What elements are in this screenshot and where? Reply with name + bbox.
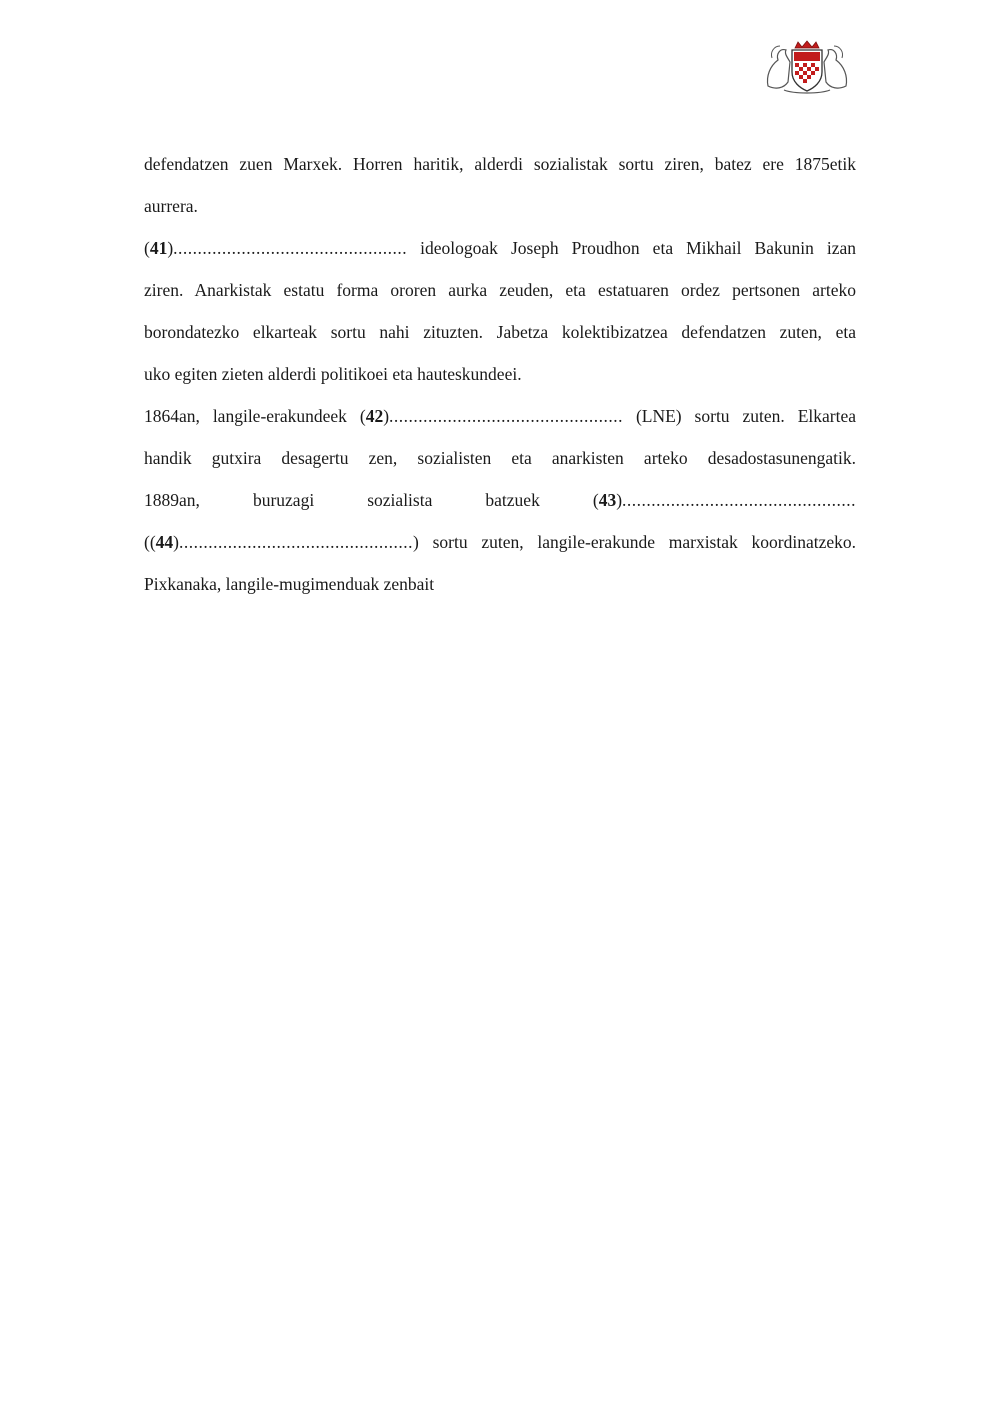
answer-blank-44[interactable]: ................................................ — [178, 532, 413, 552]
question-43-group — [593, 490, 856, 510]
document-body — [144, 143, 856, 605]
coat-of-arms-icon — [762, 38, 852, 96]
answer-blank-42[interactable]: ................................................ — [389, 406, 624, 426]
text-span: batzuek — [485, 490, 540, 510]
bracket-text: ) — [173, 532, 179, 552]
question-number-41: 41 — [149, 238, 168, 258]
question-number-42: 42 — [365, 406, 384, 426]
text-span: buruzagi — [252, 490, 315, 510]
question-number-43: 43 — [598, 490, 617, 510]
text-span: 1889an, — [144, 490, 200, 510]
text-span: ) sortu zuten, langile-erakunde marxistak koordinatzeko. — [412, 532, 856, 552]
text-span: 1864an, langile-erakundeek ( — [144, 406, 366, 426]
text-span: ideologoak Joseph Proudhon eta Mikhail Bakunin izan — [407, 238, 856, 258]
text-span: sozialista — [367, 490, 433, 510]
text-line: aurrera. — [144, 196, 198, 216]
text-line — [144, 479, 856, 521]
bracket-text: ) — [167, 238, 174, 258]
bracket-text: ) — [383, 406, 390, 426]
paragraph-2 — [144, 227, 856, 395]
text-line: handik gutxira desagertu zen, sozialisten eta anarkisten arteko desadostasunengatik. — [144, 448, 856, 468]
text-line: borondatezko elkarteak sortu nahi zituzten. Jabetza kolektibizatzea defendatzen zuten, eta — [144, 322, 856, 342]
bracket-text: ( — [144, 238, 150, 258]
text-line — [144, 395, 856, 437]
paragraph-1 — [144, 143, 856, 227]
question-number-44: 44 — [155, 532, 174, 552]
text-line: Pixkanaka, langile-mugimenduak zenbait — [144, 574, 435, 594]
paragraph-3 — [144, 395, 856, 605]
bracket-text: (( — [144, 532, 156, 552]
answer-blank-43[interactable]: ................................................ — [622, 490, 856, 510]
text-line: uko egiten zieten alderdi politikoei eta hauteskundeei. — [144, 364, 522, 384]
answer-blank-41[interactable]: ................................................ — [173, 238, 408, 258]
bracket-text: ) — [616, 490, 623, 510]
text-line — [144, 521, 856, 563]
text-line: defendatzen zuen Marxek. Horren haritik, alderdi sozialistak sortu ziren, batez ere 1875etik — [144, 154, 856, 174]
text-line — [144, 227, 856, 269]
text-line: ziren. Anarkistak estatu forma ororen aurka zeuden, eta estatuaren ordez pertsonen arteko — [144, 280, 856, 300]
text-span: (LNE) sortu zuten. Elkartea — [623, 406, 856, 426]
bracket-text: ( — [592, 490, 599, 510]
